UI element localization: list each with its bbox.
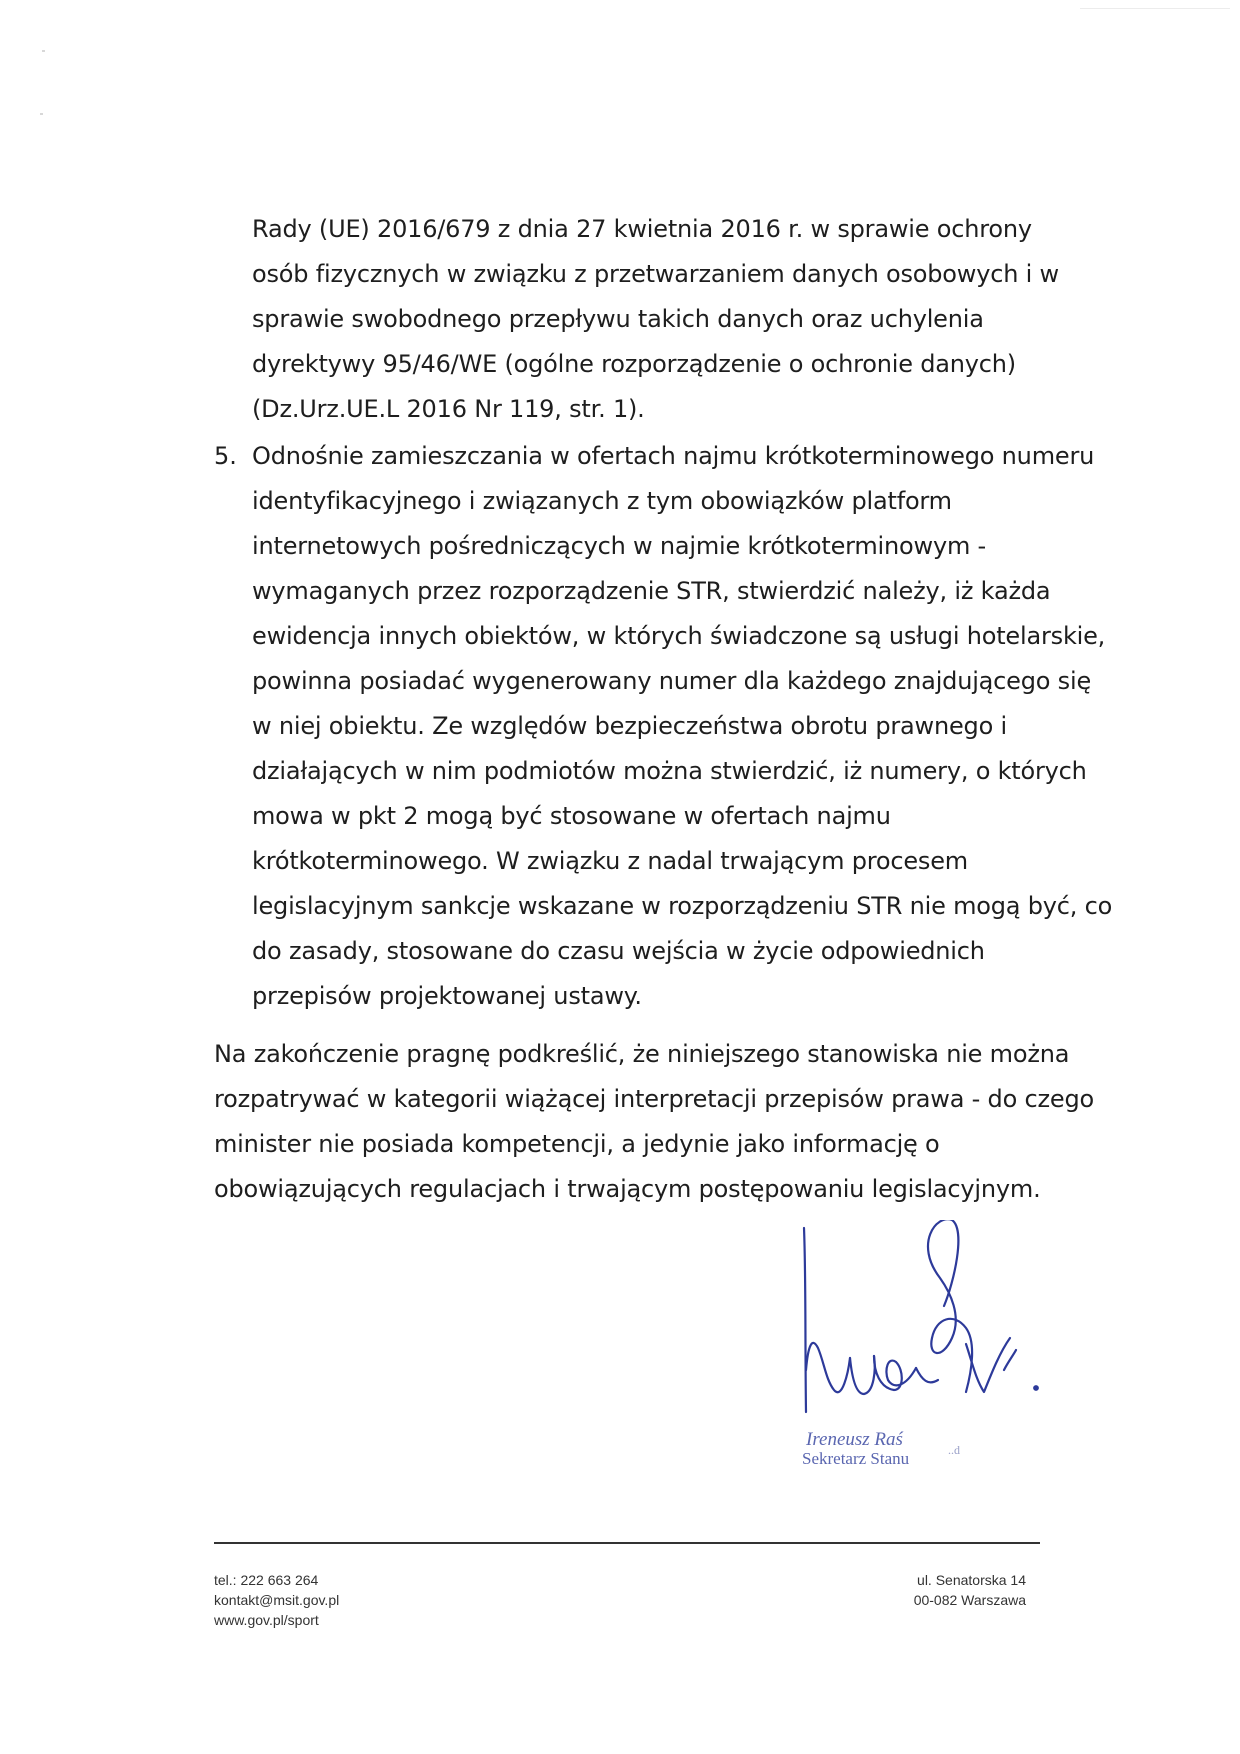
scan-speck	[42, 50, 45, 52]
item5-line: Odnośnie zamieszczania w ofertach najmu krótkoterminowego numeru	[252, 442, 1095, 470]
item5-line: działających w nim podmiotów można stwierdzić, iż numery, o których	[252, 757, 1087, 785]
footer-phone: tel.: 222 663 264	[214, 1572, 319, 1588]
handwritten-signature	[790, 1220, 1050, 1420]
item5-line: do zasady, stosowane do czasu wejścia w życie odpowiednich	[252, 937, 985, 965]
closing-line: Na zakończenie pragnę podkreślić, że niniejszego stanowiska nie można	[214, 1040, 1070, 1068]
signatory-name: Ireneusz Raś	[806, 1429, 903, 1450]
item5-line: ewidencja innych obiektów, w których świadczone są usługi hotelarskie,	[252, 622, 1106, 650]
closing-line: rozpatrywać w kategorii wiążącej interpretacji przepisów prawa - do czego	[214, 1085, 1094, 1113]
body-line: (Dz.Urz.UE.L 2016 Nr 119, str. 1).	[252, 395, 645, 423]
body-line: osób fizycznych w związku z przetwarzaniem danych osobowych i w	[252, 260, 1059, 288]
item5-line: mowa w pkt 2 mogą być stosowane w ofertach najmu	[252, 802, 891, 830]
item5-line: legislacyjnym sankcje wskazane w rozporządzeniu STR nie mogą być, co	[252, 892, 1113, 920]
footer-website[interactable]: www.gov.pl/sport	[214, 1612, 319, 1628]
footer-street: ul. Senatorska 14	[917, 1572, 1026, 1588]
signatory-title: Sekretarz Stanu	[802, 1449, 910, 1468]
scan-speck	[40, 113, 43, 115]
stamp-faint-mark: ..d	[948, 1443, 960, 1457]
item5-line: w niej obiektu. Ze względów bezpieczeństwa obrotu prawnego i	[252, 712, 1007, 740]
closing-line: minister nie posiada kompetencji, a jedynie jako informację o	[214, 1130, 940, 1158]
footer-email[interactable]: kontakt@msit.gov.pl	[214, 1592, 340, 1608]
item5-line: krótkoterminowego. W związku z nadal trwającym procesem	[252, 847, 968, 875]
list-number: 5.	[214, 442, 237, 470]
footer-divider	[214, 1542, 1040, 1544]
footer-city: 00-082 Warszawa	[913, 1592, 1026, 1608]
item5-line: identyfikacyjnego i związanych z tym obowiązków platform	[252, 487, 952, 515]
body-line: sprawie swobodnego przepływu takich danych oraz uchylenia	[252, 305, 984, 333]
item5-line: przepisów projektowanej ustawy.	[252, 982, 642, 1010]
body-line: dyrektywy 95/46/WE (ogólne rozporządzenie o ochronie danych)	[252, 350, 1016, 378]
item5-line: powinna posiadać wygenerowany numer dla każdego znajdującego się	[252, 667, 1092, 695]
item5-line: wymaganych przez rozporządzenie STR, stwierdzić należy, iż każda	[252, 577, 1051, 605]
item5-line: internetowych pośredniczących w najmie krótkoterminowym -	[252, 532, 987, 560]
scan-edge	[1080, 8, 1230, 9]
closing-line: obowiązujących regulacjach i trwającym postępowaniu legislacyjnym.	[214, 1175, 1041, 1203]
body-line: Rady (UE) 2016/679 z dnia 27 kwietnia 2016 r. w sprawie ochrony	[252, 215, 1032, 243]
